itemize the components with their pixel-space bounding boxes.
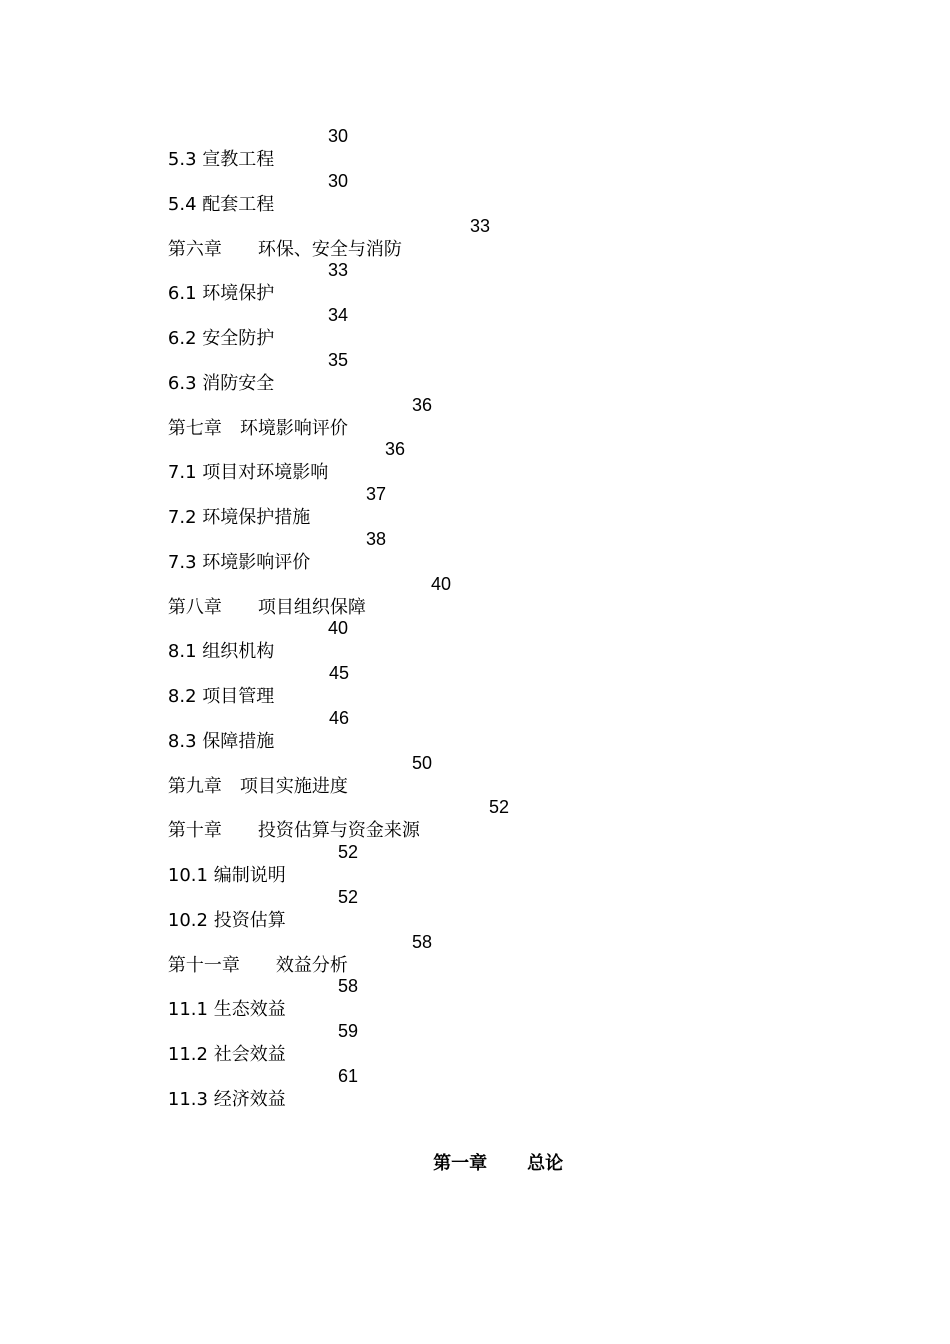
toc-entry-label: 第六章 环保、安全与消防 bbox=[167, 239, 402, 260]
toc-entry-7-3[interactable] bbox=[145, 527, 387, 573]
toc-entry-6-2[interactable] bbox=[145, 303, 349, 349]
toc-entry-6-1[interactable] bbox=[145, 258, 349, 304]
toc-entry-page: 58 bbox=[338, 976, 359, 996]
toc-entry-11-2[interactable] bbox=[145, 1019, 359, 1065]
toc-entry-page: 30 bbox=[328, 171, 349, 191]
toc-entry-11-1[interactable] bbox=[145, 974, 359, 1020]
toc-entry-label: 5.3 宣教工程 bbox=[167, 149, 275, 170]
toc-entry-8-1[interactable] bbox=[145, 616, 349, 662]
toc-entry-11-3[interactable] bbox=[145, 1064, 359, 1110]
toc-entry-page: 33 bbox=[328, 260, 349, 280]
toc-entry-label: 第八章 项目组织保障 bbox=[167, 597, 366, 618]
toc-entry-page: 40 bbox=[328, 618, 349, 638]
toc-entry-page: 40 bbox=[431, 574, 452, 594]
toc-entry-6-3[interactable] bbox=[145, 348, 349, 394]
toc-entry-8-3[interactable] bbox=[145, 706, 350, 752]
toc-entry-page: 36 bbox=[385, 439, 406, 459]
chapter-heading bbox=[408, 1128, 563, 1200]
chapter-number: 第一章 bbox=[433, 1153, 488, 1174]
toc-entry-page: 35 bbox=[328, 350, 349, 370]
toc-entry-page: 52 bbox=[489, 797, 510, 817]
toc-entry-5-4[interactable] bbox=[145, 169, 349, 215]
toc-entry-label: 5.4 配套工程 bbox=[167, 194, 275, 215]
toc-entry-label: 8.1 组织机构 bbox=[167, 641, 275, 662]
toc-entry-label: 10.1 编制说明 bbox=[167, 865, 286, 886]
toc-entry-page: 46 bbox=[329, 708, 350, 728]
toc-entry-chapter-11[interactable] bbox=[145, 930, 433, 976]
toc-entry-label: 第九章 项目实施进度 bbox=[167, 776, 348, 797]
toc-entry-page: 52 bbox=[338, 887, 359, 907]
toc-entry-5-3[interactable] bbox=[145, 124, 349, 170]
toc-entry-label: 6.2 安全防护 bbox=[167, 328, 275, 349]
toc-entry-page: 45 bbox=[329, 663, 350, 683]
toc-entry-label: 11.2 社会效益 bbox=[167, 1044, 286, 1065]
toc-entry-page: 50 bbox=[412, 753, 433, 773]
toc-entry-page: 34 bbox=[328, 305, 349, 325]
toc-entry-page: 61 bbox=[338, 1066, 359, 1086]
toc-entry-page: 30 bbox=[328, 126, 349, 146]
toc-entry-chapter-10[interactable] bbox=[145, 795, 510, 841]
toc-entry-label: 6.3 消防安全 bbox=[167, 373, 275, 394]
toc-entry-label: 8.3 保障措施 bbox=[167, 731, 275, 752]
toc-entry-label: 6.1 环境保护 bbox=[167, 283, 275, 304]
toc-entry-label: 7.1 项目对环境影响 bbox=[167, 462, 329, 483]
toc-entry-chapter-8[interactable] bbox=[145, 572, 452, 618]
toc-entry-10-1[interactable] bbox=[145, 840, 359, 886]
toc-entry-label: 10.2 投资估算 bbox=[167, 910, 286, 931]
toc-entry-chapter-6[interactable] bbox=[145, 214, 491, 260]
toc-entry-label: 第十一章 效益分析 bbox=[167, 955, 348, 976]
toc-entry-page: 36 bbox=[412, 395, 433, 415]
toc-entry-7-1[interactable] bbox=[145, 437, 406, 483]
chapter-title: 总论 bbox=[527, 1153, 564, 1174]
toc-entry-10-2[interactable] bbox=[145, 885, 359, 931]
toc-entry-page: 58 bbox=[412, 932, 433, 952]
toc-entry-7-2[interactable] bbox=[145, 482, 387, 528]
toc-entry-page: 33 bbox=[470, 216, 491, 236]
toc-entry-label: 第十章 投资估算与资金来源 bbox=[167, 820, 420, 841]
toc-entry-label: 11.3 经济效益 bbox=[167, 1089, 286, 1110]
toc-entry-label: 7.3 环境影响评价 bbox=[167, 552, 311, 573]
toc-entry-8-2[interactable] bbox=[145, 661, 350, 707]
toc-entry-chapter-7[interactable] bbox=[145, 393, 433, 439]
toc-entry-page: 59 bbox=[338, 1021, 359, 1041]
toc-entry-label: 第七章 环境影响评价 bbox=[167, 418, 348, 439]
toc-entry-chapter-9[interactable] bbox=[145, 751, 433, 797]
toc-entry-label: 8.2 项目管理 bbox=[167, 686, 275, 707]
toc-entry-page: 37 bbox=[366, 484, 387, 504]
toc-entry-label: 7.2 环境保护措施 bbox=[167, 507, 311, 528]
toc-entry-label: 11.1 生态效益 bbox=[167, 999, 286, 1020]
toc-entry-page: 38 bbox=[366, 529, 387, 549]
toc-entry-page: 52 bbox=[338, 842, 359, 862]
